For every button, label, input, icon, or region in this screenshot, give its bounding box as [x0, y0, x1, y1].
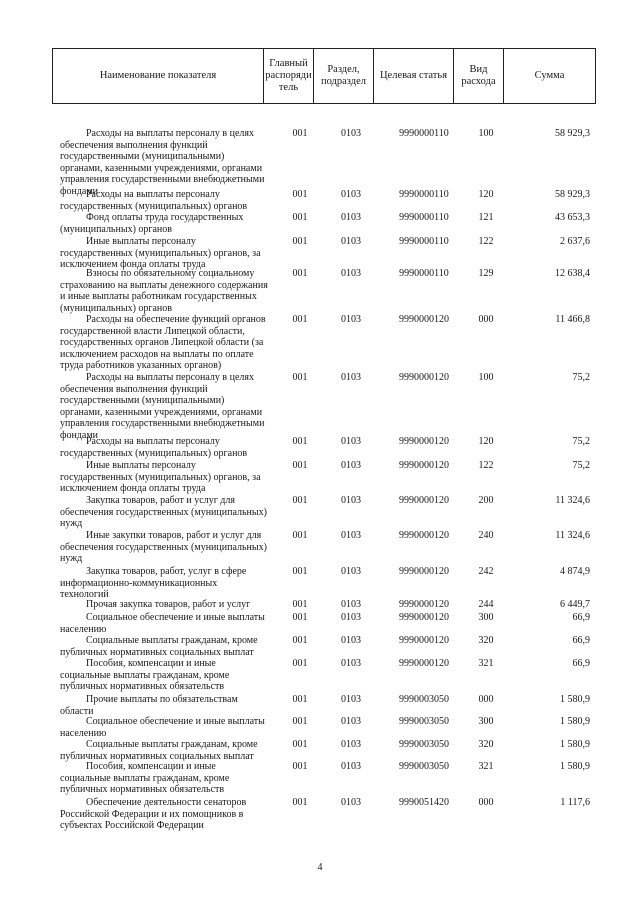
row-sum: 66,9 — [572, 635, 590, 646]
row-name: Социальное обеспечение и иные выплаты населению — [60, 716, 265, 739]
row-target: 9990051420 — [399, 797, 449, 808]
row-target: 9990000120 — [399, 612, 449, 623]
row-admin: 001 — [292, 599, 308, 610]
row-name: Фонд оплаты труда государственных (муниципальных) органов — [60, 212, 244, 235]
row-type: 300 — [478, 716, 494, 727]
row-target: 9990003050 — [399, 716, 449, 727]
row-type: 121 — [478, 212, 494, 223]
row-target: 9990000110 — [399, 236, 449, 247]
row-admin: 001 — [292, 612, 308, 623]
row-name: Пособия, компенсации и иные социальные выплаты гражданам, кроме публичных нормативных обязательств — [60, 658, 230, 692]
row-target: 9990000120 — [399, 530, 449, 541]
row-name: Расходы на выплаты персоналу государственных (муниципальных) органов — [60, 436, 248, 459]
row-section: 0103 — [341, 372, 361, 383]
row-target: 9990003050 — [399, 739, 449, 750]
page-number: 4 — [317, 862, 323, 873]
row-admin: 001 — [292, 314, 308, 325]
row-name: Пособия, компенсации и иные социальные выплаты гражданам, кроме публичных нормативных обязательств — [60, 761, 230, 795]
row-section: 0103 — [341, 739, 361, 750]
header-sum: Сумма — [503, 49, 595, 103]
row-admin: 001 — [292, 495, 308, 506]
row-type: 244 — [478, 599, 494, 610]
row-sum: 2 637,6 — [560, 236, 590, 247]
row-target: 9990003050 — [399, 761, 449, 772]
row-admin: 001 — [292, 236, 308, 247]
row-admin: 001 — [292, 268, 308, 279]
row-type: 000 — [478, 797, 494, 808]
row-sum: 58 929,3 — [555, 189, 590, 200]
row-target: 9990003050 — [399, 694, 449, 705]
row-name: Взносы по обязательному социальному страхованию на выплаты денежного содержания и иные выплаты работникам государственных (муниципальных) органов — [60, 268, 268, 314]
row-target: 9990000120 — [399, 436, 449, 447]
row-type: 122 — [478, 460, 494, 471]
row-sum: 11 324,6 — [555, 495, 590, 506]
row-sum: 66,9 — [572, 658, 590, 669]
row-type: 100 — [478, 372, 494, 383]
row-name: Прочие выплаты по обязательствам области — [60, 694, 238, 717]
row-name: Социальное обеспечение и иные выплаты населению — [60, 612, 265, 635]
header-admin: Главный распоряди тель — [263, 49, 313, 103]
row-section: 0103 — [341, 797, 361, 808]
table-header — [52, 48, 596, 104]
row-section: 0103 — [341, 566, 361, 577]
row-type: 000 — [478, 694, 494, 705]
row-sum: 1 580,9 — [560, 739, 590, 750]
row-type: 300 — [478, 612, 494, 623]
row-type: 129 — [478, 268, 494, 279]
row-name: Закупка товаров, работ и услуг для обеспечения государственных (муниципальных) нужд — [60, 495, 267, 529]
row-section: 0103 — [341, 694, 361, 705]
row-sum: 11 466,8 — [555, 314, 590, 325]
row-admin: 001 — [292, 128, 308, 139]
row-section: 0103 — [341, 236, 361, 247]
row-type: 100 — [478, 128, 494, 139]
row-admin: 001 — [292, 797, 308, 808]
row-section: 0103 — [341, 495, 361, 506]
row-admin: 001 — [292, 460, 308, 471]
row-sum: 1 117,6 — [560, 797, 590, 808]
row-target: 9990000120 — [399, 372, 449, 383]
row-section: 0103 — [341, 599, 361, 610]
row-admin: 001 — [292, 212, 308, 223]
row-type: 240 — [478, 530, 494, 541]
row-admin: 001 — [292, 436, 308, 447]
row-section: 0103 — [341, 189, 361, 200]
row-target: 9990000110 — [399, 212, 449, 223]
row-sum: 1 580,9 — [560, 716, 590, 727]
row-admin: 001 — [292, 530, 308, 541]
header-section: Раздел, подраздел — [313, 49, 373, 103]
row-sum: 6 449,7 — [560, 599, 590, 610]
row-type: 320 — [478, 635, 494, 646]
row-section: 0103 — [341, 612, 361, 623]
header-type: Вид расхода — [453, 49, 503, 103]
row-type: 321 — [478, 658, 494, 669]
row-target: 9990000120 — [399, 566, 449, 577]
row-sum: 75,2 — [572, 372, 590, 383]
row-sum: 75,2 — [572, 436, 590, 447]
header-name: Наименование показателя — [99, 70, 217, 81]
row-target: 9990000110 — [399, 268, 449, 279]
row-target: 9990000110 — [399, 189, 449, 200]
row-section: 0103 — [341, 761, 361, 772]
row-target: 9990000120 — [399, 495, 449, 506]
row-target: 9990000120 — [399, 635, 449, 646]
row-admin: 001 — [292, 372, 308, 383]
row-section: 0103 — [341, 212, 361, 223]
row-section: 0103 — [341, 128, 361, 139]
row-target: 9990000120 — [399, 599, 449, 610]
header-target: Целевая статья — [373, 49, 453, 103]
row-name: Иные выплаты персоналу государственных (муниципальных) органов, за исключением фонда оплаты труда — [60, 460, 261, 494]
row-name: Социальные выплаты гражданам, кроме публичных нормативных социальных выплат — [60, 635, 258, 658]
row-name: Расходы на обеспечение функций органов государственной власти Липецкой области, государственных органов Липецкой области (за исключением расходов на выплаты по оплате труда работников указанных органов) — [60, 314, 266, 371]
row-name: Обеспечение деятельности сенаторов Российской Федерации и их помощников в субъектах Российской Федерации — [60, 797, 247, 831]
row-target: 9990000120 — [399, 314, 449, 325]
row-admin: 001 — [292, 739, 308, 750]
row-admin: 001 — [292, 189, 308, 200]
row-name: Расходы на выплаты персоналу в целях обеспечения выполнения функций государственными (муниципальными) органами, казенными учреждениями, органами управления государственными внебюджетными фондами — [60, 372, 265, 441]
row-section: 0103 — [341, 716, 361, 727]
row-name: Расходы на выплаты персоналу государственных (муниципальных) органов — [60, 189, 248, 212]
row-section: 0103 — [341, 530, 361, 541]
row-admin: 001 — [292, 716, 308, 727]
row-name: Закупка товаров, работ, услуг в сфере информационно-коммуникационных технологий — [60, 566, 247, 600]
row-type: 320 — [478, 739, 494, 750]
row-section: 0103 — [341, 314, 361, 325]
row-type: 200 — [478, 495, 494, 506]
row-section: 0103 — [341, 268, 361, 279]
row-admin: 001 — [292, 566, 308, 577]
row-sum: 1 580,9 — [560, 761, 590, 772]
row-type: 120 — [478, 436, 494, 447]
row-type: 000 — [478, 314, 494, 325]
row-type: 120 — [478, 189, 494, 200]
row-target: 9990000120 — [399, 460, 449, 471]
row-name: Иные выплаты персоналу государственных (муниципальных) органов, за исключением фонда оплаты труда — [60, 236, 261, 270]
row-name: Расходы на выплаты персоналу в целях обеспечения выполнения функций государственными (муниципальными) органами, казенными учреждениями, органами управления государственными внебюджетными фондами — [60, 128, 265, 197]
row-admin: 001 — [292, 658, 308, 669]
row-sum: 4 874,9 — [560, 566, 590, 577]
row-type: 122 — [478, 236, 494, 247]
row-type: 321 — [478, 761, 494, 772]
row-name: Иные закупки товаров, работ и услуг для обеспечения государственных (муниципальных) нужд — [60, 530, 267, 564]
row-admin: 001 — [292, 694, 308, 705]
row-section: 0103 — [341, 460, 361, 471]
row-section: 0103 — [341, 436, 361, 447]
row-target: 9990000110 — [399, 128, 449, 139]
row-sum: 58 929,3 — [555, 128, 590, 139]
row-sum: 12 638,4 — [555, 268, 590, 279]
row-sum: 75,2 — [572, 460, 590, 471]
row-target: 9990000120 — [399, 658, 449, 669]
row-admin: 001 — [292, 635, 308, 646]
row-section: 0103 — [341, 658, 361, 669]
row-sum: 11 324,6 — [555, 530, 590, 541]
row-admin: 001 — [292, 761, 308, 772]
row-sum: 43 653,3 — [555, 212, 590, 223]
row-name: Социальные выплаты гражданам, кроме публичных нормативных социальных выплат — [60, 739, 258, 762]
row-type: 242 — [478, 566, 494, 577]
row-section: 0103 — [341, 635, 361, 646]
row-sum: 66,9 — [572, 612, 590, 623]
row-sum: 1 580,9 — [560, 694, 590, 705]
row-name: Прочая закупка товаров, работ и услуг — [86, 599, 251, 610]
